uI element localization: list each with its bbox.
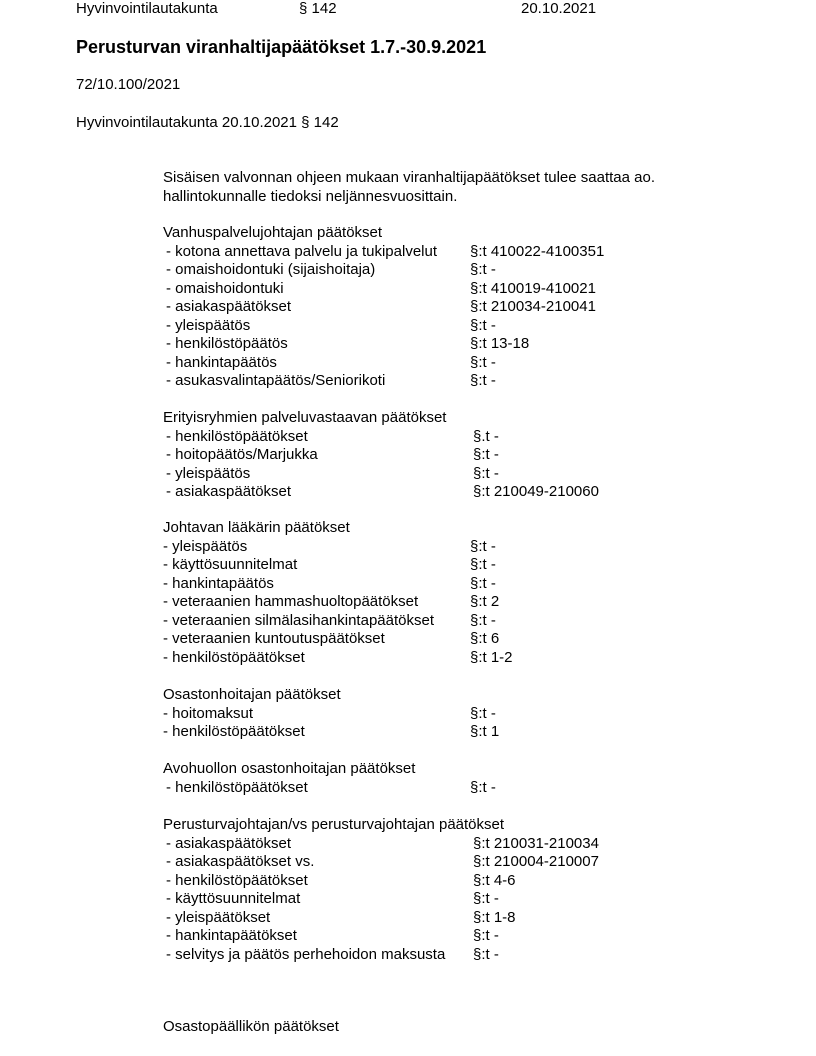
decision-value: §:t 210031-210034 bbox=[473, 834, 599, 852]
section-johtava-laakari bbox=[163, 519, 723, 667]
header-section-number: § 142 bbox=[299, 0, 337, 17]
section-erityisryhmat bbox=[163, 409, 723, 502]
decision-label: - veteraanien hammashuoltopäätökset bbox=[163, 593, 419, 610]
decision-label: - henkilöstöpäätökset bbox=[163, 723, 305, 740]
section-title: Erityisryhmien palveluvastaavan päätökset bbox=[163, 409, 447, 426]
decision-value: §:t 1-2 bbox=[470, 648, 513, 666]
decision-value: §:t - bbox=[473, 945, 499, 963]
decision-value: §:t 210004-210007 bbox=[473, 853, 599, 870]
decision-row bbox=[163, 335, 723, 354]
decision-row bbox=[163, 483, 723, 502]
decision-row bbox=[163, 243, 723, 262]
decision-row bbox=[163, 705, 723, 724]
decision-value: §:t 210034-210041 bbox=[470, 298, 596, 315]
decision-value: §:t 210049-210060 bbox=[473, 483, 599, 500]
decision-row bbox=[163, 298, 723, 317]
section-title: Osastonhoitajan päätökset bbox=[163, 686, 341, 703]
decision-row bbox=[163, 446, 723, 465]
decision-value: §:t 2 bbox=[470, 593, 500, 610]
section-title: Vanhuspalvelujohtajan päätökset bbox=[163, 224, 383, 241]
decision-label: - yleispäätös bbox=[166, 464, 251, 482]
decision-row bbox=[163, 723, 723, 742]
decision-label: - asiakaspäätökset bbox=[166, 298, 292, 315]
decision-value: §:t 410022-4100351 bbox=[470, 242, 605, 260]
section-vanhuspalvelujohtaja bbox=[163, 224, 723, 391]
decision-row bbox=[163, 593, 723, 612]
decision-value: §:t 410019-410021 bbox=[470, 279, 596, 297]
document-title: Perusturvan viranhaltijapäätökset 1.7.-30.9.2021 bbox=[76, 37, 487, 57]
decision-label: - asiakaspäätökset vs. bbox=[166, 853, 315, 870]
decision-label: - henkilöstöpäätökset bbox=[166, 778, 308, 796]
decision-row bbox=[163, 556, 723, 575]
decision-label: - yleispäätös bbox=[163, 537, 248, 555]
document-reference: 72/10.100/2021 bbox=[76, 76, 181, 93]
decision-row bbox=[163, 261, 723, 280]
decision-row bbox=[163, 538, 723, 557]
section-osastonhoitaja bbox=[163, 686, 723, 742]
page-header bbox=[76, 0, 776, 20]
decision-label: - henkilöstöpäätökset bbox=[163, 648, 305, 666]
decision-value: §:t - bbox=[470, 611, 496, 629]
decision-value: §:t - bbox=[470, 778, 496, 796]
section-title: Johtavan lääkärin päätökset bbox=[163, 519, 350, 536]
decision-row bbox=[163, 575, 723, 594]
decision-value: §:t - bbox=[470, 372, 496, 389]
decision-row bbox=[163, 927, 723, 946]
section-osastopaallikko bbox=[163, 1018, 723, 1037]
decision-label: - hankintapäätös bbox=[166, 353, 277, 371]
decision-row bbox=[163, 890, 723, 909]
decision-value: §:t - bbox=[470, 574, 496, 592]
decision-value: §:t - bbox=[470, 353, 496, 371]
decision-row bbox=[163, 835, 723, 854]
decision-row bbox=[163, 649, 723, 668]
decision-row bbox=[163, 909, 723, 928]
decision-row bbox=[163, 946, 723, 965]
decision-row bbox=[163, 372, 723, 391]
decision-label: - hankintapäätös bbox=[163, 574, 274, 592]
decision-value: §:t 1-8 bbox=[473, 908, 516, 926]
header-date: 20.10.2021 bbox=[521, 0, 597, 17]
decision-row bbox=[163, 779, 723, 798]
decision-label: - henkilöstöpäätökset bbox=[166, 871, 308, 889]
decision-label: - henkilöstöpäätökset bbox=[166, 427, 308, 445]
decision-row bbox=[163, 280, 723, 299]
decision-value: §.t - bbox=[473, 427, 499, 445]
decision-label: - henkilöstöpäätös bbox=[166, 335, 288, 352]
decision-label: - veteraanien silmälasihankintapäätökset bbox=[163, 611, 434, 629]
header-committee: Hyvinvointilautakunta bbox=[76, 0, 218, 17]
decision-value: §:t - bbox=[470, 556, 496, 573]
decision-value: §:t - bbox=[470, 261, 496, 278]
decision-label: - asiakaspäätökset bbox=[166, 483, 292, 500]
decision-value: §:t - bbox=[473, 446, 499, 463]
decision-row bbox=[163, 630, 723, 649]
decision-value: §:t 13-18 bbox=[470, 335, 530, 352]
section-avohuolto-osastonhoitaja bbox=[163, 760, 723, 797]
decision-label: - hoitomaksut bbox=[163, 704, 254, 722]
decision-label: - asukasvalintapäätös/Seniorikoti bbox=[166, 372, 386, 389]
decision-row bbox=[163, 872, 723, 891]
decision-value: §:t - bbox=[473, 927, 499, 944]
decision-row bbox=[163, 465, 723, 484]
decision-label: - veteraanien kuntoutuspäätökset bbox=[163, 630, 385, 647]
decision-value: §:t - bbox=[473, 890, 499, 907]
meeting-reference: Hyvinvointilautakunta 20.10.2021 § 142 bbox=[76, 114, 339, 131]
decision-value: §:t - bbox=[470, 537, 496, 555]
decision-label: - selvitys ja päätös perhehoidon maksusta bbox=[166, 945, 446, 963]
decision-value: §:t - bbox=[473, 464, 499, 482]
decision-row bbox=[163, 428, 723, 447]
section-title: Avohuollon osastonhoitajan päätökset bbox=[163, 760, 416, 777]
intro-line-2: hallintokunnalle tiedoksi neljännesvuosittain. bbox=[163, 187, 458, 205]
decision-label: - omaishoidontuki (sijaishoitaja) bbox=[166, 261, 376, 278]
section-title: Osastopäällikön päätökset bbox=[163, 1018, 339, 1035]
section-title: Perusturvajohtajan/vs perusturvajohtajan päätökset bbox=[163, 816, 505, 833]
decision-label: - käyttösuunnitelmat bbox=[163, 556, 298, 573]
decision-label: - yleispäätökset bbox=[166, 908, 271, 926]
intro-line-1: Sisäisen valvonnan ohjeen mukaan viranhaltijapäätökset tulee saattaa ao. bbox=[163, 169, 655, 186]
decision-value: §:t 4-6 bbox=[473, 871, 516, 889]
decision-row bbox=[163, 853, 723, 872]
decision-row bbox=[163, 354, 723, 373]
intro-paragraph bbox=[163, 169, 723, 206]
decision-label: - hoitopäätös/Marjukka bbox=[166, 446, 318, 463]
section-perusturvajohtaja bbox=[163, 816, 723, 964]
decision-label: - yleispäätös bbox=[166, 316, 251, 334]
decision-row bbox=[163, 317, 723, 336]
decision-label: - kotona annettava palvelu ja tukipalvelut bbox=[166, 242, 438, 260]
decision-value: §:t 6 bbox=[470, 630, 500, 647]
decision-row bbox=[163, 612, 723, 631]
decision-value: §:t - bbox=[470, 316, 496, 334]
decision-value: §:t 1 bbox=[470, 723, 500, 740]
decision-label: - asiakaspäätökset bbox=[166, 834, 292, 852]
decision-label: - hankintapäätökset bbox=[166, 927, 297, 944]
decision-label: - omaishoidontuki bbox=[166, 279, 284, 297]
decision-label: - käyttösuunnitelmat bbox=[166, 890, 301, 907]
decision-value: §:t - bbox=[470, 704, 496, 722]
